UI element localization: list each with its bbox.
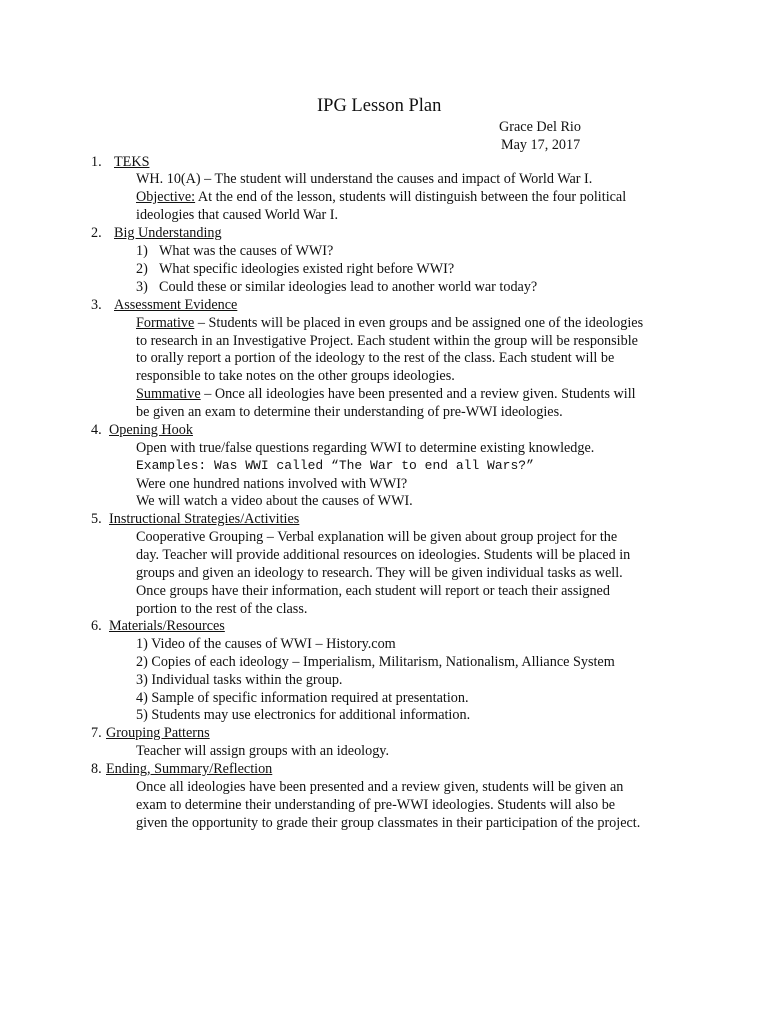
section-1-heading: TEKS bbox=[114, 154, 150, 170]
objective-line bbox=[136, 188, 626, 206]
hook-line-4: We will watch a video about the causes of WWI. bbox=[136, 493, 413, 509]
section-7-heading: Grouping Patterns bbox=[106, 725, 210, 741]
document-date: May 17, 2017 bbox=[501, 137, 581, 153]
question-3-number: 3) bbox=[136, 279, 148, 295]
section-3-heading: Assessment Evidence bbox=[114, 297, 238, 313]
materials-item-5: 5) Students may use electronics for additional information. bbox=[136, 707, 471, 723]
question-1-text: What was the causes of WWI? bbox=[159, 243, 334, 259]
ending-line-2: exam to determine their understanding of pre-WWI ideologies. Students will also be bbox=[136, 797, 616, 813]
ending-line-3: given the opportunity to grade their group classmates in their participation of the project. bbox=[136, 815, 641, 831]
section-4-heading: Opening Hook bbox=[109, 422, 193, 438]
section-5-heading: Instructional Strategies/Activities bbox=[109, 511, 300, 527]
strategies-line-4: Once groups have their information, each student will report or teach their assigned bbox=[136, 583, 610, 599]
section-4-number: 4. bbox=[91, 422, 102, 438]
section-5-number: 5. bbox=[91, 511, 102, 527]
section-8-heading: Ending, Summary/Reflection bbox=[106, 761, 273, 777]
summative-line bbox=[136, 385, 636, 403]
objective-text: At the end of the lesson, students will distinguish between the four political bbox=[195, 189, 627, 205]
hook-line-2: Examples: Was WWI called “The War to end all Wars?” bbox=[136, 458, 534, 473]
section-3-number: 3. bbox=[91, 297, 102, 313]
formative-line bbox=[136, 314, 643, 332]
formative-text: – Students will be placed in even groups and be assigned one of the ideologies bbox=[194, 315, 644, 331]
strategies-line-3: groups and given an ideology to research. They will be given individual tasks as well. bbox=[136, 565, 623, 581]
formative-line-3: to orally report a portion of the ideology to the rest of the class. Each student will be bbox=[136, 350, 615, 366]
strategies-line-1: Cooperative Grouping – Verbal explanation will be given about group project for the bbox=[136, 529, 618, 545]
materials-item-2: 2) Copies of each ideology – Imperialism, Militarism, Nationalism, Alliance System bbox=[136, 654, 615, 670]
author-name: Grace Del Rio bbox=[499, 119, 581, 135]
question-3-text: Could these or similar ideologies lead to another world war today? bbox=[159, 279, 538, 295]
objective-continuation: ideologies that caused World War I. bbox=[136, 207, 339, 223]
section-6-number: 6. bbox=[91, 618, 102, 634]
teks-standard-line: WH. 10(A) – The student will understand the causes and impact of World War I. bbox=[136, 171, 593, 187]
hook-line-1: Open with true/false questions regarding WWI to determine existing knowledge. bbox=[136, 440, 595, 456]
summative-line-2: be given an exam to determine their understanding of pre-WWI ideologies. bbox=[136, 404, 563, 420]
section-8-number: 8. bbox=[91, 761, 102, 777]
formative-label: Formative bbox=[136, 315, 195, 331]
ending-line-1: Once all ideologies have been presented and a review given, students will be given an bbox=[136, 779, 624, 795]
section-2-heading: Big Understanding bbox=[114, 225, 222, 241]
hook-line-3: Were one hundred nations involved with WWI? bbox=[136, 476, 408, 492]
materials-item-3: 3) Individual tasks within the group. bbox=[136, 672, 343, 688]
section-7-number: 7. bbox=[91, 725, 102, 741]
question-1-number: 1) bbox=[136, 243, 148, 259]
formative-line-4: responsible to take notes on the other groups ideologies. bbox=[136, 368, 455, 384]
strategies-line-2: day. Teacher will provide additional resources on ideologies. Students will be placed in bbox=[136, 547, 631, 563]
summative-label: Summative bbox=[136, 386, 201, 402]
document-title: IPG Lesson Plan bbox=[317, 96, 442, 116]
materials-item-4: 4) Sample of specific information required at presentation. bbox=[136, 690, 469, 706]
materials-item-1: 1) Video of the causes of WWI – History.com bbox=[136, 636, 396, 652]
question-2-text: What specific ideologies existed right before WWI? bbox=[159, 261, 455, 277]
strategies-line-5: portion to the rest of the class. bbox=[136, 601, 308, 617]
section-2-number: 2. bbox=[91, 225, 102, 241]
section-6-heading: Materials/Resources bbox=[109, 618, 225, 634]
objective-label: Objective: bbox=[136, 189, 196, 205]
formative-line-2: to research in an Investigative Project. Each student within the group will be responsible bbox=[136, 333, 638, 349]
section-1-number: 1. bbox=[91, 154, 102, 170]
grouping-line-1: Teacher will assign groups with an ideology. bbox=[136, 743, 390, 759]
question-2-number: 2) bbox=[136, 261, 148, 277]
summative-text: – Once all ideologies have been presented and a review given. Students will bbox=[200, 386, 636, 402]
